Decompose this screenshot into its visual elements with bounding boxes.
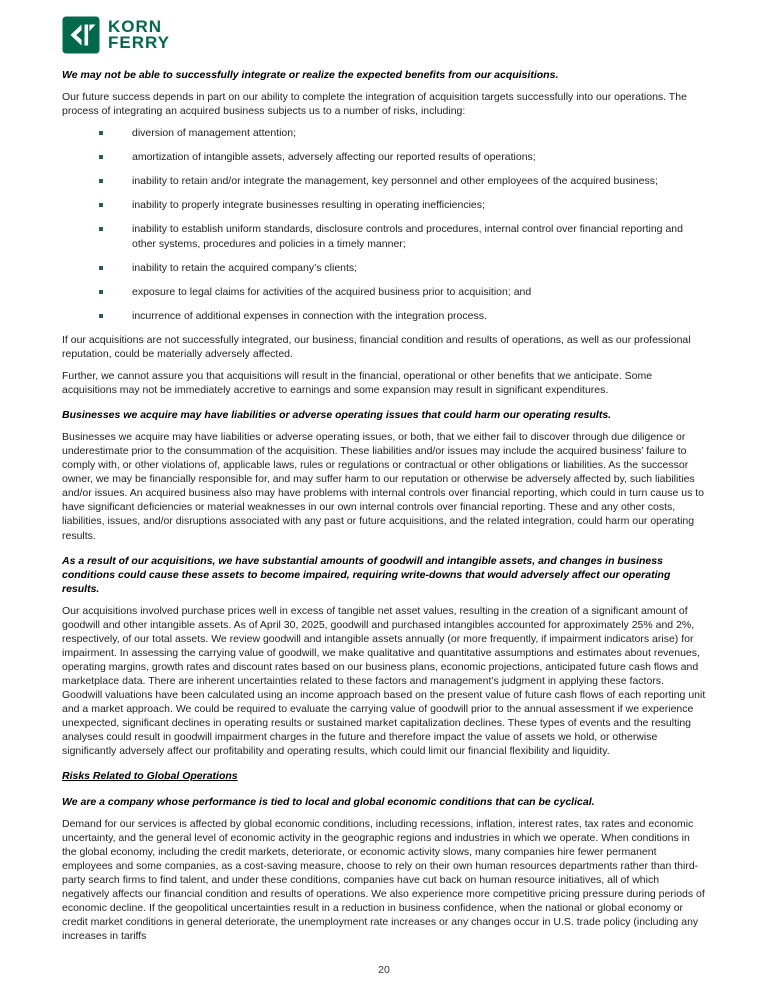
bullet-icon <box>99 227 103 231</box>
risk-heading-cyclical-conditions: We are a company whose performance is tied to local and global economic conditions that can be cyclical. <box>62 795 595 808</box>
list-item <box>62 309 706 323</box>
list-item <box>62 198 706 212</box>
paragraph-demand-for-services: Demand for our services is affected by global economic conditions, including recessions, inflation, interest rates, tax rates and economic uncertainty, and the general level of economic activity in the geographic regions and industries in which we operate. When conditions in the global economy, including the credit markets, deteriorate, or economic activity slows, many companies hire fewer permanent employees and some companies, as a cost-saving measure, choose to rely on their own human resources departments rather than third-party search firms to find talent, and under these conditions, companies have cut back on human resource initiatives, all of which negatively affects our financial condition and results of operations. We also experience more competitive pricing pressure during periods of economic decline. If the geopolitical uncertainties result in a reduction in business confidence, when the national or global economy or credit market conditions in general deteriorate, the unemployment rate increases or any changes occur in U.S. trade policy (including any increases in tariffs <box>62 817 705 943</box>
paragraph-businesses-we-acquire: Businesses we acquire may have liabilities or adverse operating issues, or both, that we either fail to discover through due diligence or underestimate prior to the consummation of the acquisition. These liabilities and/or issues may include the acquired business’ failure to comply with, or other violations of, applicable laws, rules or regulations or contractual or other obligations or liabilities. As the successor owner, we may be financially responsible for, and may suffer harm to our reputation or otherwise be adversely affected by, such liabilities and/or issues. An acquired business also may have problems with internal controls over financial reporting, which could in turn cause us to have significant deficiencies or material weaknesses in our own internal controls over financial reporting. These and any other costs, liabilities, issues, and/or disruptions associated with any past or future acquisitions, and the related integration, could harm our operating results. <box>62 431 705 542</box>
bullet-icon <box>99 266 103 270</box>
list-item <box>62 261 706 275</box>
korn-ferry-logo <box>62 16 706 54</box>
bullet-text: exposure to legal claims for activities of the acquired business prior to acquisition; and <box>132 285 532 298</box>
paragraph-cannot-assure: Further, we cannot assure you that acquisitions will result in the financial, operational or other benefits that we anticipate. Some acquisitions may not be immediately accretive to earnings and some expansion may result in significant expenditures. <box>62 369 653 396</box>
bullet-text: diversion of management attention; <box>132 127 297 140</box>
bullet-icon <box>99 203 103 207</box>
risk-heading-acquired-liabilities: Businesses we acquire may have liabilities or adverse operating issues that could harm our operating results. <box>62 409 612 421</box>
page-number: 20 <box>378 964 390 976</box>
paragraph-goodwill-detail: Our acquisitions involved purchase prices well in excess of tangible net asset values, resulting in the creation of a significant amount of goodwill and other intangible assets. As of April 30, 2025, goodwill and purchased intangibles accounted for approximately 25% and 2%, respectively, of our total assets. We review goodwill and intangible assets annually (or more frequently, if impairment indicators arise) for impairment. In assessing the carrying value of goodwill, we make qualitative and quantitative assumptions and estimates about revenues, operating margins, growth rates and discount rates based on our business plans, economic projections, anticipated future cash flows and marketplace data. There are inherent uncertainties related to these factors and management’s judgment in applying these factors. Goodwill valuations have been calculated using an income approach based on the present value of future cash flows of each reporting unit and a market approach. We could be required to evaluate the carrying value of goodwill prior to the annual assessment if we experience unexpected, significant declines in operating results or sustained market capitalization declines. These types of events and the resulting analyses could result in goodwill impairment charges in the future and therefore impact the value of assets we hold, or otherwise significantly adversely affect our profitability and operating results, which could limit our financial flexibility and liquidity. <box>62 604 706 758</box>
list-item <box>62 150 706 164</box>
bullet-text: inability to properly integrate businesses resulting in operating inefficiencies; <box>132 199 485 212</box>
section-heading-text: Risks Related to Global Operations <box>62 770 238 783</box>
bullet-text: amortization of intangible assets, adversely affecting our reported results of operations; <box>132 151 536 164</box>
wordmark-line-ferry: FERRY <box>108 33 170 52</box>
risk-bullet-list <box>62 126 706 323</box>
korn-ferry-monogram-icon <box>62 16 100 54</box>
paragraph-future-success: Our future success depends in part on our ability to complete the integration of acquisition targets successfully into our operations. The process of integrating an acquired business subjects us to a number of risks, including: <box>62 91 687 118</box>
korn-ferry-wordmark <box>108 19 170 50</box>
bullet-icon <box>99 155 103 159</box>
list-item <box>62 174 706 188</box>
section-heading-global-operations <box>62 769 706 783</box>
bullet-icon <box>99 290 103 294</box>
risk-heading-goodwill-impairment: As a result of our acquisitions, we have substantial amounts of goodwill and intangible assets, and changes in business conditions could cause these assets to become impaired, requiring write-downs that would adversely affect our operating results. <box>62 554 671 595</box>
list-item <box>62 222 706 250</box>
bullet-icon <box>99 314 103 318</box>
list-item <box>62 285 706 299</box>
paragraph-not-integrated: If our acquisitions are not successfully integrated, our business, financial condition and results of operations, as well as our professional reputation, could be materially adversely affected. <box>62 333 691 360</box>
wordmark-line-korn: KORN <box>108 17 163 37</box>
bullet-text: incurrence of additional expenses in connection with the integration process. <box>132 309 487 322</box>
list-item <box>62 126 706 140</box>
bullet-text: inability to retain and/or integrate the management, key personnel and other employees of the acquired business; <box>132 175 658 188</box>
bullet-icon <box>99 131 103 135</box>
bullet-icon <box>99 179 103 183</box>
bullet-text: inability to establish uniform standards, disclosure controls and procedures, internal control over financial reporting and other systems, procedures and policies in a timely manner; <box>132 223 683 250</box>
bullet-text: inability to retain the acquired company’s clients; <box>132 261 358 274</box>
risk-heading-integrate-acquisitions: We may not be able to successfully integrate or realize the expected benefits from our acquisitions. <box>62 69 559 81</box>
